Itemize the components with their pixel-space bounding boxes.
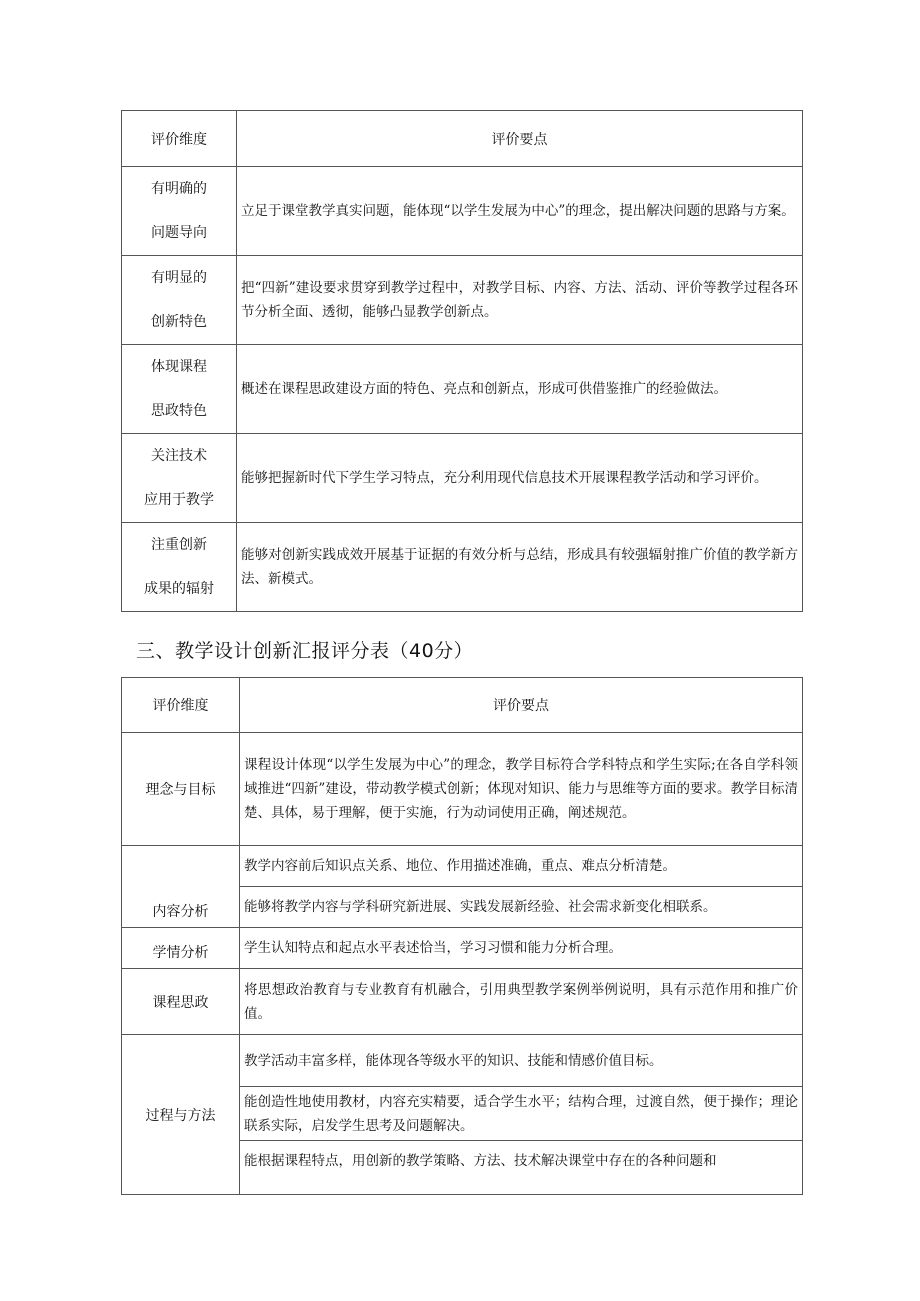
points-cell: 将思想政治教育与专业教育有机融合，引用典型教学案例举例说明，具有示范作用和推广价值。: [240, 969, 803, 1035]
table-header-row: [122, 111, 803, 167]
points-cell: 能根据课程特点，用创新的教学策略、方法、技术解决课堂中存在的各种问题和: [240, 1141, 803, 1195]
dimension-line: 创新特色: [151, 314, 207, 330]
table-row: [122, 928, 803, 969]
dimension-cell: [122, 167, 237, 256]
dimension-line: 关注技术: [151, 448, 207, 464]
evaluation-table-2: [121, 677, 803, 1195]
points-cell: 能创造性地使用教材，内容充实精要，适合学生水平；结构合理，过渡自然，便于操作；理论联系实际，启发学生思考及问题解决。: [240, 1087, 803, 1141]
dimension-cell: [122, 434, 237, 523]
section-heading: 三、教学设计创新汇报评分表（40分）: [136, 640, 474, 662]
dimension-line: 成果的辐射: [144, 581, 214, 597]
table-row: [122, 1035, 803, 1087]
points-cell: 立足于课堂教学真实问题，能体现“以学生发展为中心”的理念，提出解决问题的思路与方案。: [237, 167, 803, 256]
dimension-cell: 课程思政: [122, 969, 240, 1035]
points-cell: 教学内容前后知识点关系、地位、作用描述准确，重点、难点分析清楚。: [240, 846, 803, 887]
dimension-cell: [122, 523, 237, 612]
points-cell: 概述在课程思政建设方面的特色、亮点和创新点，形成可供借鉴推广的经验做法。: [237, 345, 803, 434]
dimension-cell: [122, 256, 237, 345]
points-cell: 课程设计体现“以学生发展为中心”的理念，教学目标符合学科特点和学生实际;在各自学科领域推进“四新”建设，带动教学模式创新；体现对知识、能力与思维等方面的要求。教学目标清楚、具体，易于理解，便于实施，行为动词使用正确，阐述规范。: [240, 733, 803, 846]
dimension-line: 注重创新: [151, 537, 207, 553]
dimension-line: 有明显的: [151, 270, 207, 286]
points-cell: 能够对创新实践成效开展基于证据的有效分析与总结，形成具有较强辐射推广价值的教学新方法、新模式。: [237, 523, 803, 612]
table-header-row: [122, 678, 803, 733]
header-points: 评价要点: [240, 678, 803, 733]
dimension-line: 体现课程: [151, 359, 207, 375]
table-row: [122, 733, 803, 846]
dimension-cell: 内容分析: [122, 846, 240, 928]
table-row: [122, 256, 803, 345]
header-points: 评价要点: [237, 111, 803, 167]
dimension-line: 有明确的: [151, 181, 207, 197]
points-cell: 把“四新”建设要求贯穿到教学过程中，对教学目标、内容、方法、活动、评价等教学过程各环节分析全面、透彻，能够凸显教学创新点。: [237, 256, 803, 345]
header-dimension: 评价维度: [122, 111, 237, 167]
dimension-line: 思政特色: [151, 403, 207, 419]
evaluation-table-1: [121, 110, 803, 612]
dimension-line: 应用于教学: [144, 492, 214, 508]
points-cell: 教学活动丰富多样，能体现各等级水平的知识、技能和情感价值目标。: [240, 1035, 803, 1087]
dimension-cell: 学情分析: [122, 928, 240, 969]
points-cell: 能够把握新时代下学生学习特点，充分利用现代信息技术开展课程教学活动和学习评价。: [237, 434, 803, 523]
table-row: [122, 167, 803, 256]
dimension-line: 问题导向: [151, 225, 207, 241]
table-row: [122, 434, 803, 523]
table-row: [122, 969, 803, 1035]
table-row: [122, 345, 803, 434]
dimension-cell: 理念与目标: [122, 733, 240, 846]
header-dimension: 评价维度: [122, 678, 240, 733]
table-row: [122, 846, 803, 887]
dimension-cell: [122, 345, 237, 434]
points-cell: 能够将教学内容与学科研究新进展、实践发展新经验、社会需求新变化相联系。: [240, 887, 803, 928]
table-row: [122, 523, 803, 612]
dimension-cell: 过程与方法: [122, 1035, 240, 1195]
points-cell: 学生认知特点和起点水平表述恰当，学习习惯和能力分析合理。: [240, 928, 803, 969]
